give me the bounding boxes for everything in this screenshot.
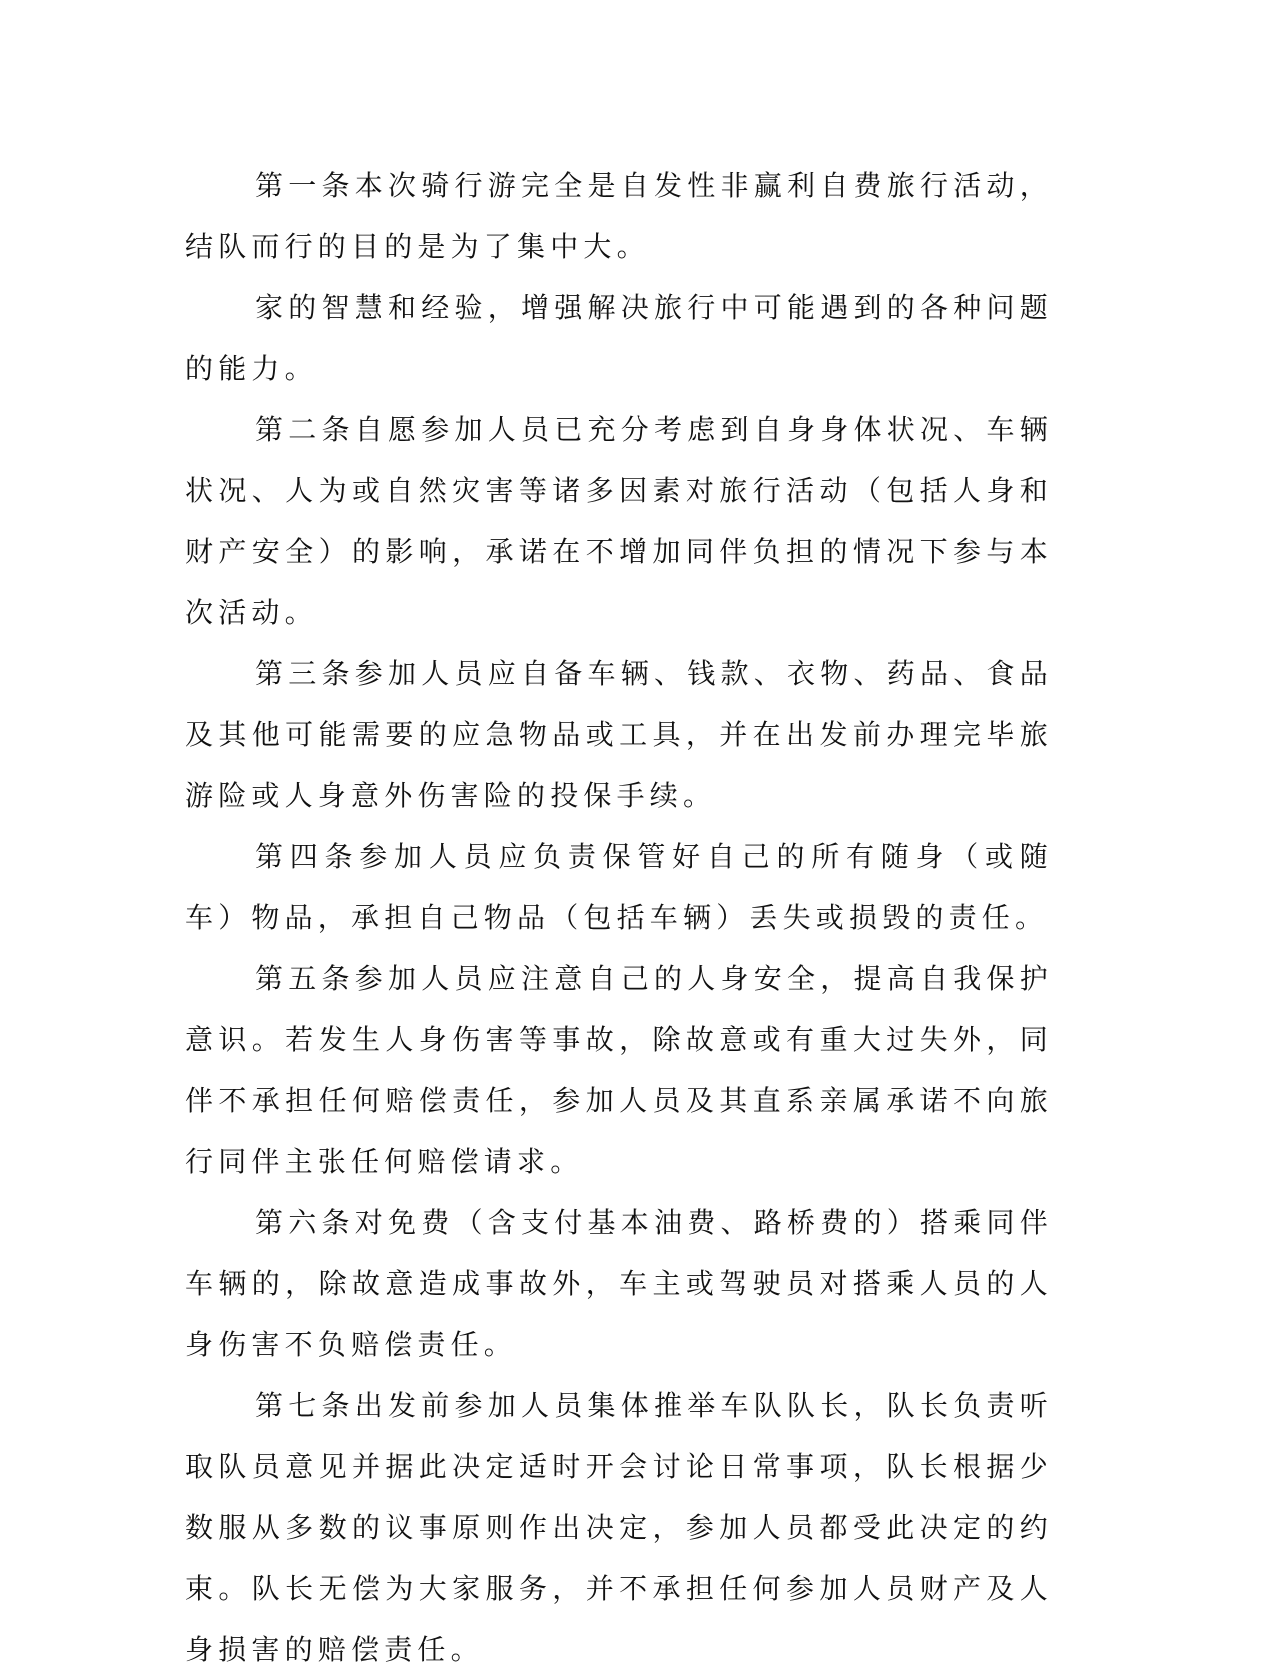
article-2-paragraph: 第二条自愿参加人员已充分考虑到自身身体状况、车辆状况、人为或自然灾害等诸多因素对旅行活动（包括人身和财产安全）的影响，承诺在不增加同伴负担的情况下参与本次活动。	[185, 413, 1053, 629]
article-3-paragraph: 第三条参加人员应自备车辆、钱款、衣物、药品、食品及其他可能需要的应急物品或工具，并在出发前办理完毕旅游险或人身意外伤害险的投保手续。	[185, 657, 1053, 812]
article-1-continuation-paragraph: 家的智慧和经验，增强解决旅行中可能遇到的各种问题的能力。	[185, 291, 1053, 385]
document-body	[185, 155, 1053, 1680]
article-7-paragraph: 第七条出发前参加人员集体推举车队队长，队长负责听取队员意见并据此决定适时开会讨论日常事项，队长根据少数服从多数的议事原则作出决定，参加人员都受此决定的约束。队长无偿为大家服务，并不承担任何参加人员财产及人身损害的赔偿责任。	[185, 1389, 1053, 1666]
article-5-paragraph: 第五条参加人员应注意自己的人身安全，提高自我保护意识。若发生人身伤害等事故，除故意或有重大过失外，同伴不承担任何赔偿责任，参加人员及其直系亲属承诺不向旅行同伴主张任何赔偿请求。	[185, 962, 1053, 1178]
article-4-paragraph: 第四条参加人员应负责保管好自己的所有随身（或随车）物品，承担自己物品（包括车辆）丢失或损毁的责任。	[185, 840, 1053, 934]
article-6-paragraph: 第六条对免费（含支付基本油费、路桥费的）搭乘同伴车辆的，除故意造成事故外，车主或驾驶员对搭乘人员的人身伤害不负赔偿责任。	[185, 1206, 1053, 1361]
article-1-paragraph: 第一条本次骑行游完全是自发性非赢利自费旅行活动，结队而行的目的是为了集中大。	[185, 169, 1053, 263]
